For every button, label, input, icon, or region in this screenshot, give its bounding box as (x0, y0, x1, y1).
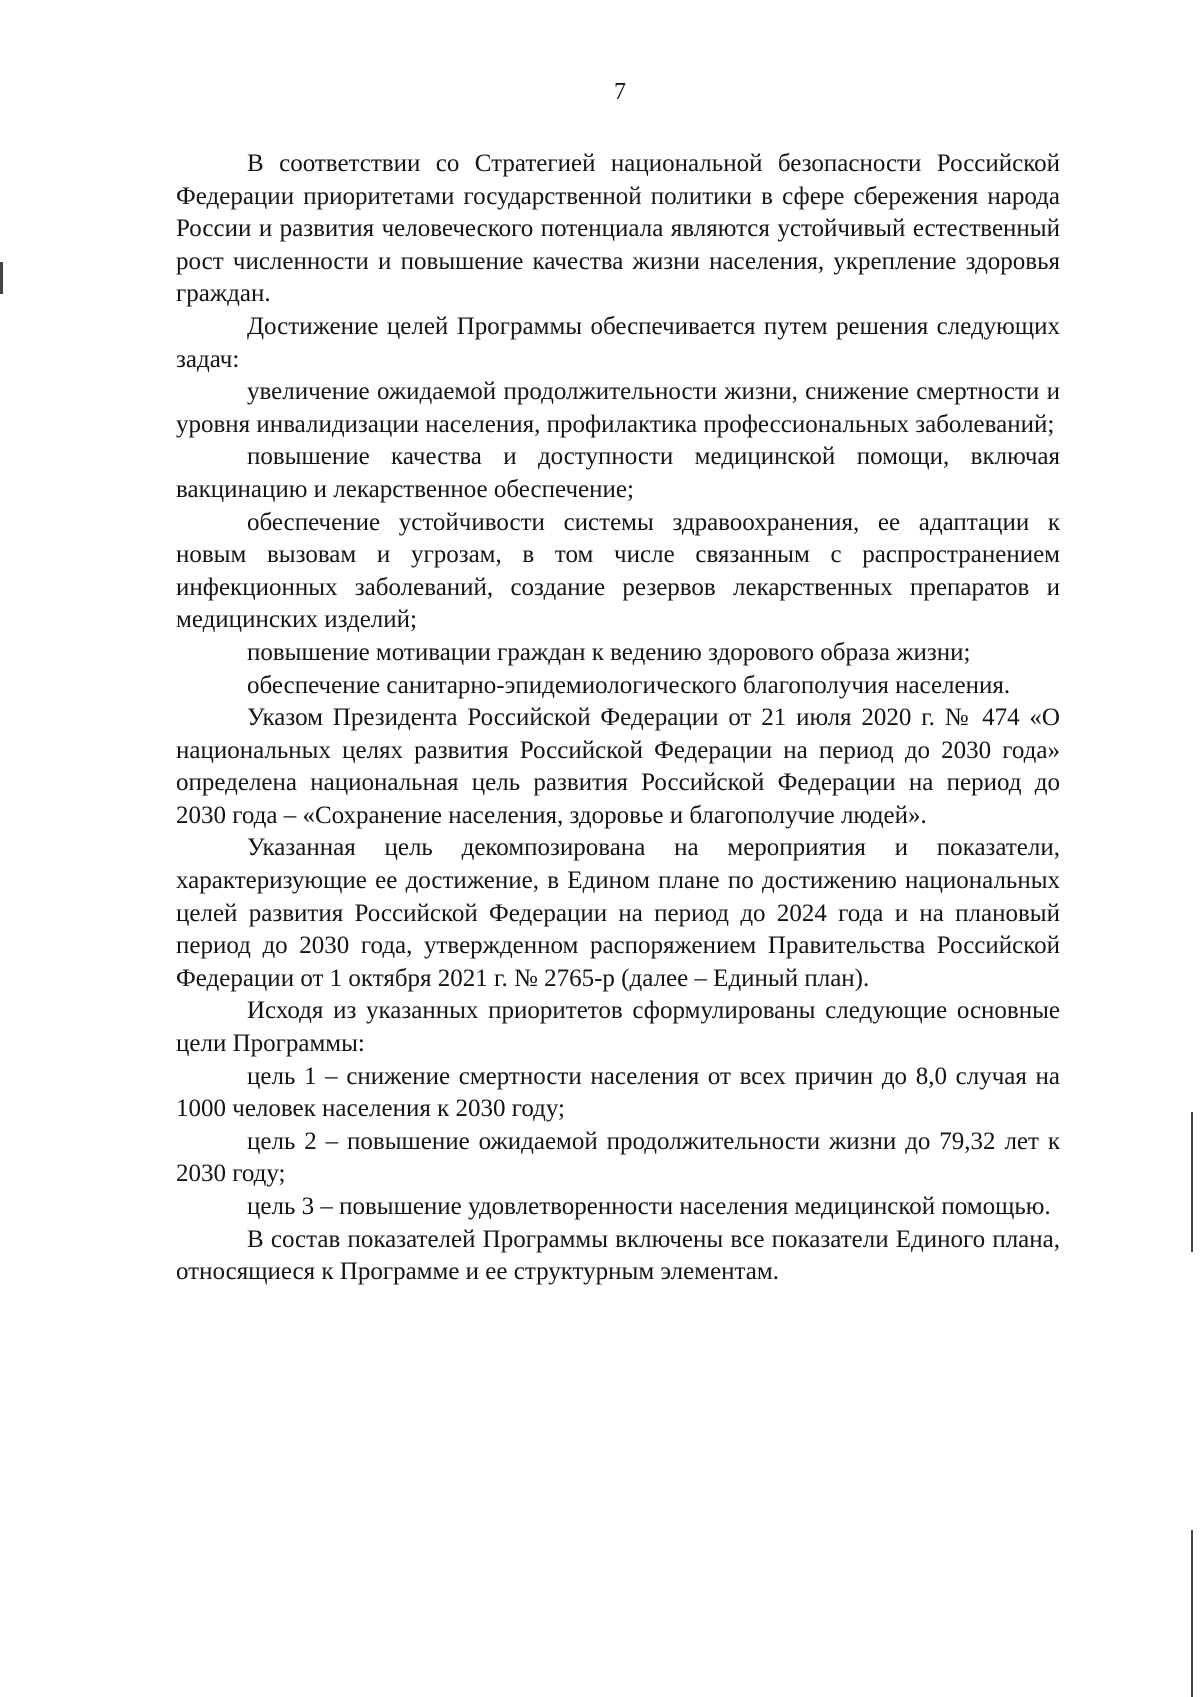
task-item-life-expectancy: увеличение ожидаемой продолжительности жизни, снижение смертности и уровня инвалидизации населения, профилактика профессиональных заболеваний; (176, 378, 1060, 438)
paragraph-strategy: В соответствии со Стратегией национальной безопасности Российской Федерации приоритетами государственной политики в сфере сбережения народа России и развития человеческого потенциала являются устойчивый естественный рост численности и повышение качества жизни населения, укрепление здоровья граждан. (176, 150, 1060, 308)
task-item-healthy-lifestyle: повышение мотивации граждан к ведению здорового образа жизни; (247, 638, 971, 666)
task-item-quality-of-care: повышение качества и доступности медицинской помощи, включая вакцинацию и лекарственное обеспечение; (176, 443, 1060, 503)
goal-item-1: цель 1 – снижение смертности населения от всех причин до 8,0 случая на 1000 человек населения к 2030 году; (176, 1062, 1060, 1123)
paragraph-presidential-decree: Указом Президента Российской Федерации от 21 июля 2020 г. № 474 «О национальных целях развития Российской Федерации на период до 2030 года» определена национальная цель развития Российской Федерации на период до 2030 года – «Сохранение населения, здоровье и благополучие людей». (176, 704, 1060, 829)
task-item-system-resilience: обеспечение устойчивости системы здравоохранения, ее адаптации к новым вызовам и угрозам, в том числе связанным с распространением инфекционных заболеваний, создание резервов лекарственных препаратов и медицинских изделий; (176, 508, 1060, 634)
scan-mark-right-2 (1191, 1530, 1193, 1697)
paragraph-goals-intro: Исходя из указанных приоритетов сформулированы следующие основные цели Программы: (176, 997, 1060, 1058)
scan-mark-right-1 (1191, 1112, 1193, 1252)
paragraph-unified-plan: Указанная цель декомпозирована на мероприятия и показатели, характеризующие ее достижение, в Едином плане по достижению национальных целей развития Российской Федерации на период до 2024 года и на плановый период до 2030 года, утвержденном распоряжением Правительства Российской Федерации от 1 октября 2021 г. № 2765-р (далее – Единый план). (176, 834, 1060, 992)
goal-item-2: цель 2 – повышение ожидаемой продолжительности жизни до 79,32 лет к 2030 году; (176, 1127, 1060, 1188)
paragraph-indicators: В состав показателей Программы включены все показатели Единого плана, относящиеся к Программе и ее структурным элементам. (176, 1225, 1060, 1286)
document-body (176, 148, 1060, 1289)
scan-mark-left (0, 262, 3, 294)
paragraph-tasks-intro: Достижение целей Программы обеспечивается путем решения следующих задач: (176, 312, 1060, 373)
task-item-sanitary-wellbeing: обеспечение санитарно-эпидемиологического благополучия населения. (247, 671, 1011, 699)
goal-item-3: цель 3 – повышение удовлетворенности населения медицинской помощью. (247, 1193, 1051, 1220)
page-number: 7 (614, 79, 626, 105)
